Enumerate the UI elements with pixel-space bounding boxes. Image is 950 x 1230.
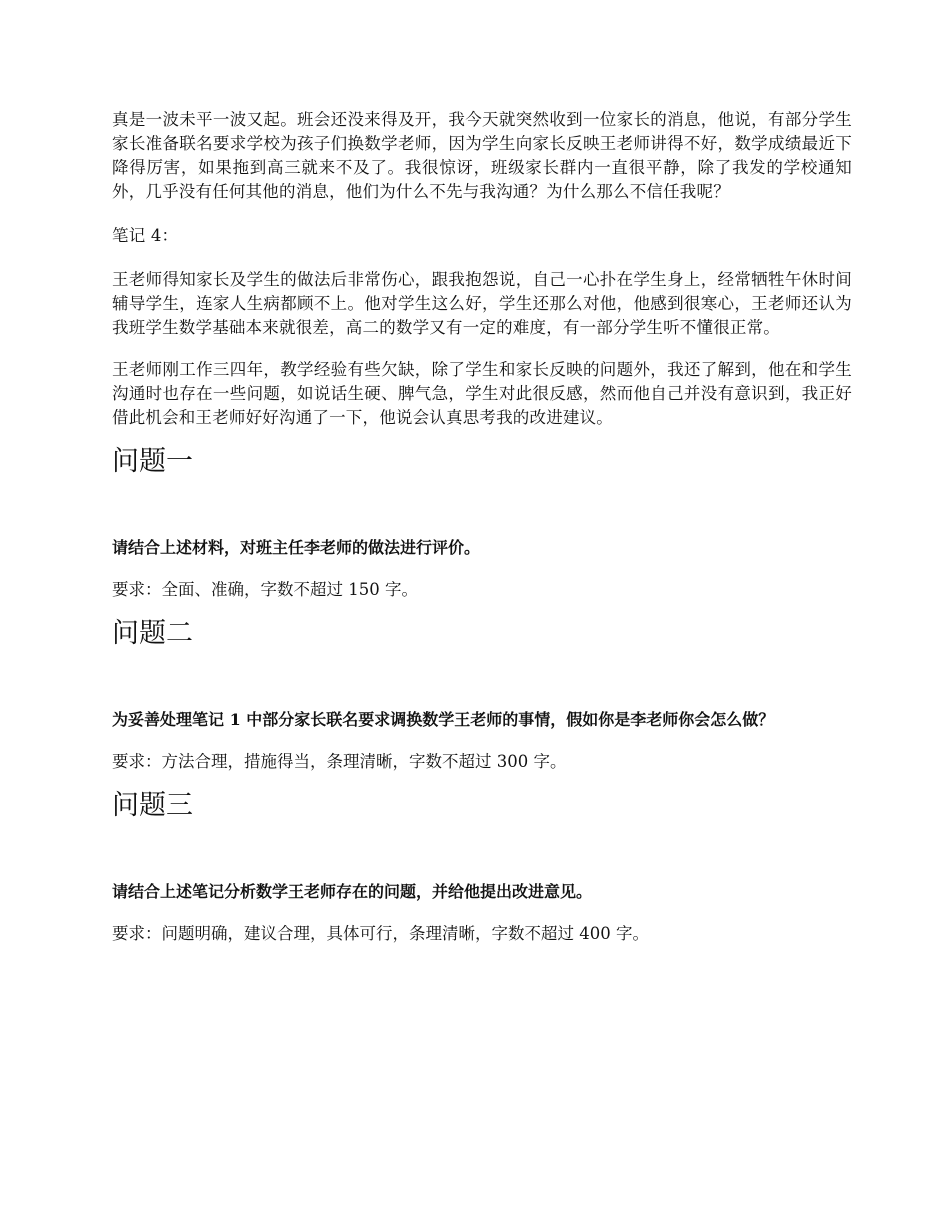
question-1-requirement: 要求：全面、准确，字数不超过 150 字。: [112, 580, 418, 599]
question-2-requirement: 要求：方法合理，措施得当，条理清晰，字数不超过 300 字。: [112, 752, 567, 771]
question-1-prompt: 请结合上述材料，对班主任李老师的做法进行评价。: [112, 538, 481, 557]
question-1-heading: 问题一: [112, 446, 193, 477]
material-paragraph-3: 王老师刚工作三四年，教学经验有些欠缺，除了学生和家长反映的问题外，我还了解到，他在和学生沟通时也存在一些问题，如说话生硬、脾气急，学生对此很反感，然而他自己并没有意识到，我正好借此机会和王老师好好沟通了一下，他说会认真思考我的改进建议。: [112, 360, 852, 427]
material-paragraph-1: 真是一波未平一波又起。班会还没来得及开，我今天就突然收到一位家长的消息，他说，有部分学生家长准备联名要求学校为孩子们换数学老师，因为学生向家长反映王老师讲得不好，数学成绩最近下降得厉害，如果拖到高三就来不及了。我很惊讶，班级家长群内一直很平静，除了我发的学校通知外，几乎没有任何其他的消息，他们为什么不先与我沟通？为什么那么不信任我呢？: [112, 110, 852, 201]
question-2-heading: 问题二: [112, 618, 193, 649]
question-3-prompt: 请结合上述笔记分析数学王老师存在的问题，并给他提出改进意见。: [112, 882, 593, 901]
material-paragraph-2: 王老师得知家长及学生的做法后非常伤心，跟我抱怨说，自己一心扑在学生身上，经常牺牲午休时间辅导学生，连家人生病都顾不上。他对学生这么好，学生还那么对他，他感到很寒心，王老师还认为我班学生数学基础本来就很差，高二的数学又有一定的难度，有一部分学生听不懂很正常。: [112, 270, 852, 337]
question-3-heading: 问题三: [112, 790, 193, 821]
question-2-prompt: 为妥善处理笔记 1 中部分家长联名要求调换数学王老师的事情，假如你是李老师你会怎么做？: [112, 710, 775, 729]
note-label: 笔记 4：: [112, 226, 179, 245]
document-page: [112, 108, 852, 946]
question-3-requirement: 要求：问题明确，建议合理，具体可行，条理清晰，字数不超过 400 字。: [112, 924, 649, 943]
